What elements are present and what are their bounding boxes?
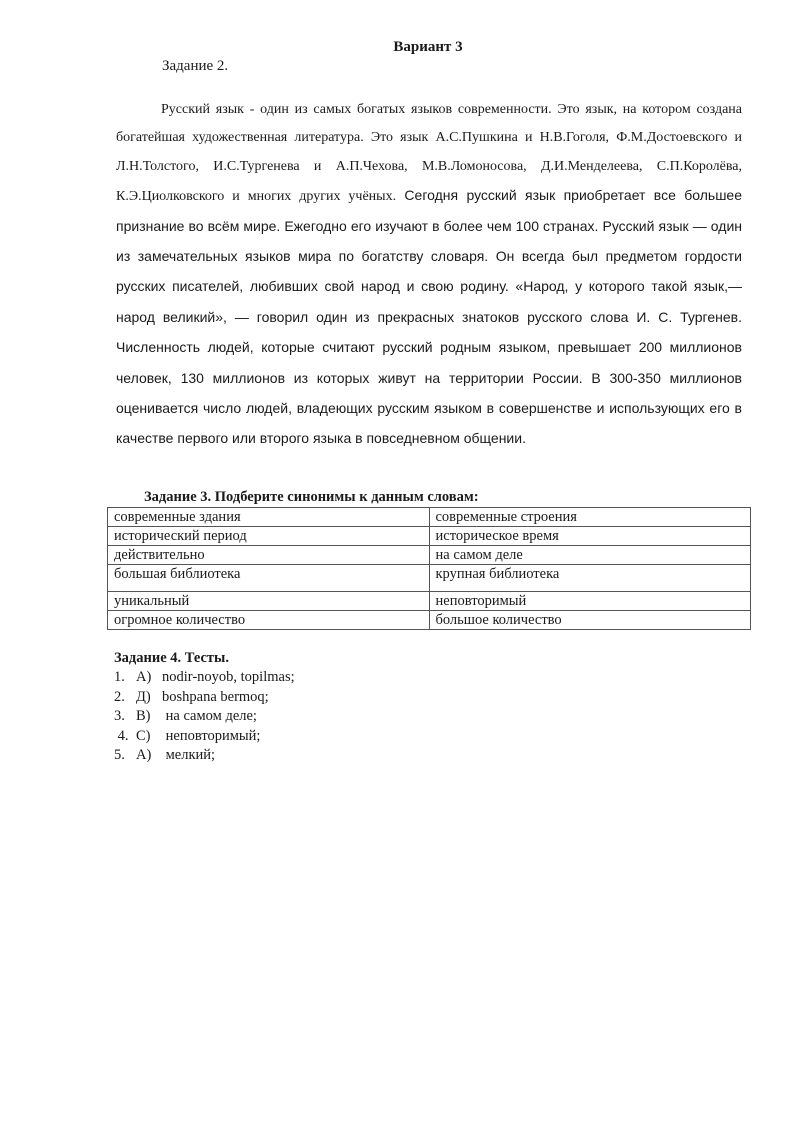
item-answer: неповторимый;: [162, 727, 261, 744]
list-item: [114, 688, 295, 708]
list-item: [114, 707, 295, 727]
task3-heading: Задание 3. Подберите синонимы к данным словам:: [144, 489, 479, 505]
synonym-cell: современные строения: [429, 508, 751, 527]
paragraph-part-serif: Русский язык - один из самых богатых языков современности. Это язык, на котором создана богатейшая художественная литература. Это язык А.С.Пушкина и Н.В.Гоголя, Ф.М.Достоевского и Л.Н.Толстого, И.С.Тургенева и А.П.Чехова, М.В.Ломоносова, Д.И.Менделеева, С.П.Королёва, К.Э.Циолковского и многих других учёных.: [116, 102, 742, 205]
item-option: B): [136, 708, 151, 724]
paragraph-part-sans: Сегодня русский язык приобретает все большее признание во всём мире. Ежегодно его изучают в более чем 100 странах. Русский язык — один из замечательных языков мира по богатству словаря. Он всегда был предметом гордости русских писателей, любивших свой народ и свою родину. «Народ, у которого такой язык,— народ великий», — говорил один из прекрасных знатоков русского слова И. С. Тургенев. Численность людей, которые считают русский родным языком, превышает 200 миллионов человек, 130 миллионов из которых живут на территории России. В 300-350 миллионов оценивается число людей, владеющих русским языком в совершенстве и использующих его в качестве первого или второго языка в повседневном общении.: [116, 187, 742, 447]
item-answer: на самом деле;: [162, 708, 257, 724]
item-number: 4.: [114, 727, 129, 744]
table-row: [108, 546, 751, 565]
tests-list: [114, 668, 295, 766]
synonym-cell: большое количество: [429, 611, 751, 630]
item-option: A): [136, 747, 152, 763]
word-cell: действительно: [108, 546, 430, 565]
synonym-cell: на самом деле: [429, 546, 751, 565]
item-number: 2.: [114, 688, 125, 705]
table-row: [108, 611, 751, 630]
list-item: [114, 668, 295, 688]
item-answer: boshpana bermoq;: [162, 688, 269, 705]
word-cell: большая библиотека: [108, 565, 430, 592]
task2-heading: Задание 2.: [162, 58, 229, 74]
task2-paragraph: [116, 96, 742, 455]
table-row: [108, 527, 751, 546]
item-number: 3.: [114, 708, 125, 724]
synonyms-table: [107, 507, 751, 630]
word-cell: огромное количество: [108, 611, 430, 630]
task4-heading: Задание 4. Тесты.: [114, 650, 229, 666]
item-option: A): [136, 669, 152, 685]
table-row: [108, 565, 751, 592]
synonym-cell: историческое время: [429, 527, 751, 546]
word-cell: исторический период: [108, 527, 430, 546]
synonym-cell: неповторимый: [429, 592, 751, 611]
item-option: C): [136, 727, 151, 744]
table-row: [108, 592, 751, 611]
item-option: Д): [136, 688, 151, 705]
item-answer: nodir-noyob, topilmas;: [162, 669, 295, 685]
item-number: 5.: [114, 747, 125, 763]
synonym-cell: крупная библиотека: [429, 565, 751, 592]
table-row: [108, 508, 751, 527]
list-item: [114, 727, 295, 747]
item-answer: мелкий;: [162, 747, 216, 763]
list-item: [114, 746, 295, 766]
item-number: 1.: [114, 669, 125, 685]
page-title: Вариант 3: [393, 39, 463, 55]
word-cell: уникальный: [108, 592, 430, 611]
word-cell: современные здания: [108, 508, 430, 527]
